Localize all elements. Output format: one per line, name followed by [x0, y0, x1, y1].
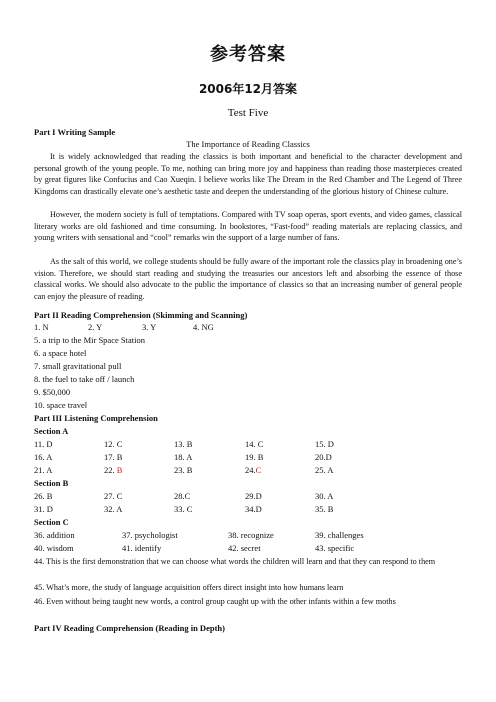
answer-cell: 32. A [104, 504, 123, 514]
answer-line: 7. small gravitational pull [34, 361, 122, 371]
answer-line: 9. $50,000 [34, 387, 71, 397]
answer-line: 5. a trip to the Mir Space Station [34, 335, 145, 345]
part3-heading: Part III Listening Comprehension [34, 413, 158, 423]
essay-paragraph-3: As the salt of this world, we college students should be fully aware of the important role the classics play in broadening one’s vision. Therefore, we should start reading and studying the treasuries our ancestors left and absorbing the essence of those classical works. We should also advocate to the public the importance of classics so that an increasing number of general people can enjoy the pleasure of reading. [34, 257, 462, 301]
answer-cell: 43. specific [315, 543, 355, 553]
answer-cell: 29.D [245, 491, 262, 501]
answer-cell: 21. A [34, 465, 53, 475]
highlighted-answer: C [255, 465, 262, 475]
answer-number: 24. [245, 465, 256, 475]
long-answer-44: 44. This is the first demonstration that we can choose what words the children will learn and that they can respond to them [34, 557, 436, 566]
section-a-heading: Section A [34, 426, 69, 436]
answer-cell: 17. B [104, 452, 123, 462]
essay-paragraph-2: However, the modern society is full of temptations. Compared with TV soap operas, sport events, and video games, classical literary works are old fashioned and time consuming. In bookstores, “Fast-food” reading materials are replacing classics, and young writers with sensational and “cool” remarks win the support of a large number of fans. [34, 210, 462, 243]
answer-cell: 11. D [34, 439, 53, 449]
answer-cell: 2. Y [88, 322, 103, 332]
answer-cell: 27. C [104, 491, 123, 501]
page-title: 参考答案 [210, 44, 286, 65]
answer-cell-highlighted [104, 465, 122, 475]
answer-cell: 19. B [245, 452, 264, 462]
long-answer-45: 45. What’s more, the study of language acquisition offers direct insight into how humans learn [34, 583, 344, 592]
answer-cell: 15. D [315, 439, 334, 449]
answer-cell: 16. A [34, 452, 53, 462]
answer-cell: 28.C [174, 491, 191, 501]
answer-line: 8. the fuel to take off / launch [34, 374, 135, 384]
answer-cell: 39. challenges [315, 530, 364, 540]
test-name: Test Five [227, 107, 269, 119]
answer-line: 6. a space hotel [34, 348, 87, 358]
answer-cell: 34.D [245, 504, 262, 514]
answer-cell: 20.D [315, 452, 332, 462]
essay-paragraph-1: It is widely acknowledged that reading the classics is both important and beneficial to the character development and personal growth of the young people. To me, nothing can bring more joy and happiness than reading those masterpieces created by great figures like Confucius and Cao Xueqin. I believe works like The Dream in the Red Chamber and The Legend of Three Kingdoms can drastically elevate one’s aesthetic taste and deepen the understanding of the glorious history of Chinese culture. [34, 152, 462, 196]
answer-cell: 1. N [34, 322, 49, 332]
answer-cell: 18. A [174, 452, 193, 462]
answer-cell: 12. C [104, 439, 123, 449]
page-subtitle: 2006年12月答案 [198, 82, 298, 96]
essay-title: The Importance of Reading Classics [186, 139, 310, 149]
answer-cell: 42. secret [228, 543, 261, 553]
answer-cell: 40. wisdom [34, 543, 74, 553]
answer-cell: 4. NG [193, 322, 214, 332]
answer-cell: 35. B [315, 504, 334, 514]
answer-number: 22. [104, 465, 117, 475]
part1-heading: Part I Writing Sample [34, 127, 116, 137]
answer-cell: 25. A [315, 465, 334, 475]
answer-cell: 23. B [174, 465, 193, 475]
answer-cell: 30. A [315, 491, 334, 501]
answer-cell: 41. identify [122, 543, 162, 553]
answer-cell: 26. B [34, 491, 53, 501]
highlighted-answer: B [116, 465, 123, 475]
part2-heading: Part II Reading Comprehension (Skimming and Scanning) [34, 310, 248, 320]
section-b-heading: Section B [34, 478, 69, 488]
answer-cell: 14. C [245, 439, 264, 449]
answer-cell: 36. addition [34, 530, 75, 540]
answer-line: 10. space travel [34, 400, 88, 410]
answer-cell: 33. C [174, 504, 193, 514]
section-c-heading: Section C [34, 517, 69, 527]
long-answer-46: 46. Even without being taught new words, a control group caught up with the other infants within a few moths [34, 597, 396, 606]
part4-heading: Part IV Reading Comprehension (Reading in Depth) [34, 623, 225, 633]
answer-cell: 13. B [174, 439, 193, 449]
answer-cell: 31. D [34, 504, 53, 514]
answer-cell: 38. recognize [228, 530, 274, 540]
answer-cell-highlighted [245, 465, 261, 475]
answer-cell: 37. psychologist [122, 530, 178, 540]
answer-cell: 3. Y [142, 322, 157, 332]
